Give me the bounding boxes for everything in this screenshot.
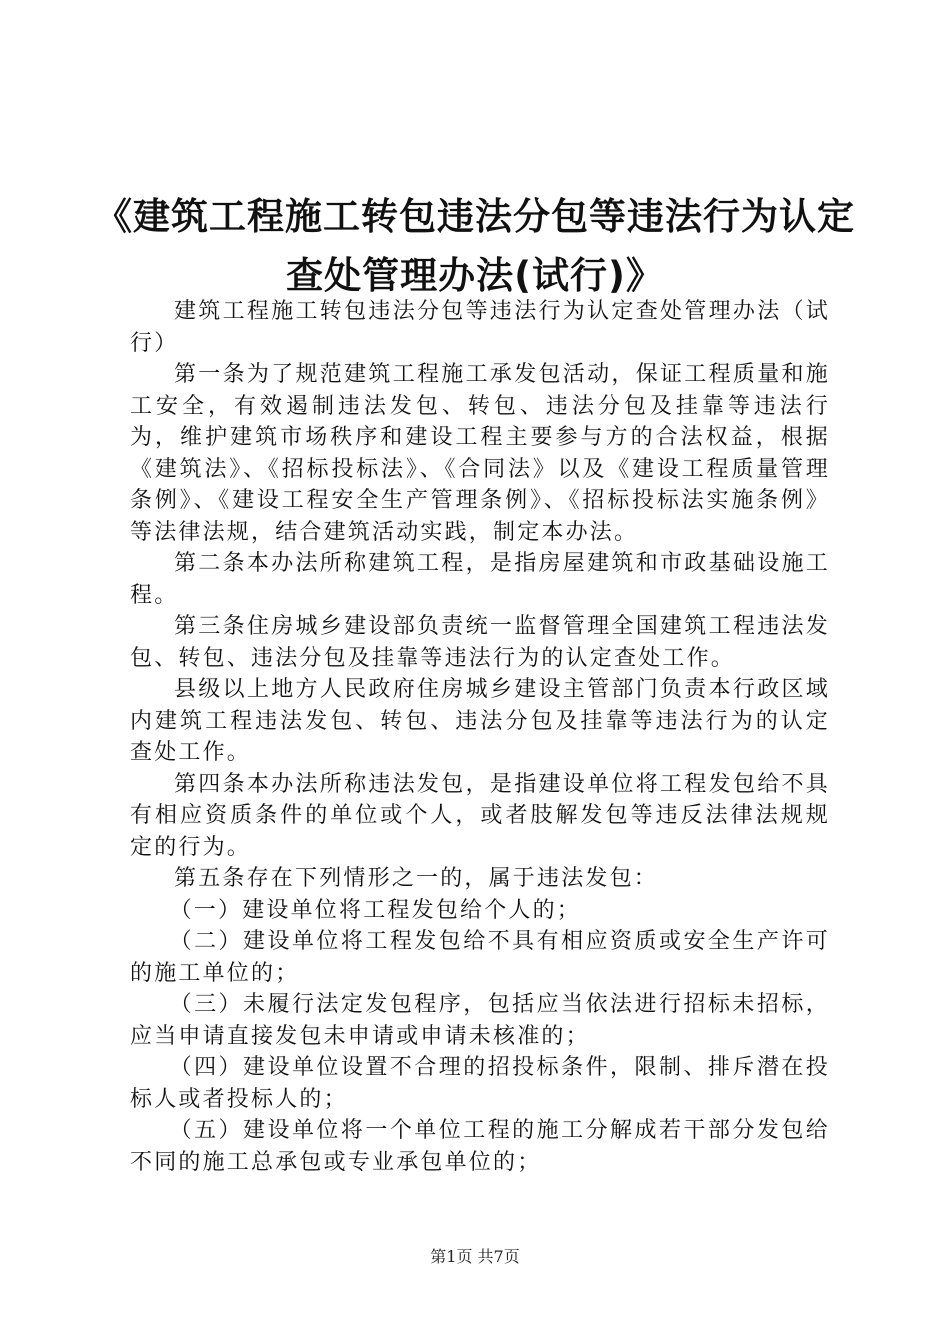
paragraph-article-1: 第一条为了规范建筑工程施工承发包活动，保证工程质量和施工安全，有效遏制违法发包、转包、违法分包及挂靠等违法行为，维护建筑市场秩序和建设工程主要参与方的合法权益，根据《建筑法》、《招标投标法》、《合同法》以及《建设工程质量管理条例》、《建设工程安全生产管理条例》、《招标投标法实施条例》等法律法规，结合建筑活动实践，制定本办法。 (130, 362, 830, 545)
paragraph-article-3: 第三条住房城乡建设部负责统一监督管理全国建筑工程违法发包、转包、违法分包及挂靠等违法行为的认定查处工作。 (130, 614, 830, 671)
paragraph-subtitle: 建筑工程施工转包违法分包等违法行为认定查处管理办法（试行） (130, 299, 830, 356)
paragraph-article-3-local: 县级以上地方人民政府住房城乡建设主管部门负责本行政区域内建筑工程违法发包、转包、违法分包及挂靠等违法行为的认定查处工作。 (130, 677, 830, 765)
paragraph-item-2: （二）建设单位将工程发包给不具有相应资质或安全生产许可的施工单位的； (130, 929, 830, 986)
document-title-line-2: 查处管理办法(试行)》 (286, 254, 664, 297)
document-body (130, 296, 830, 1178)
paragraph-item-1: （一）建设单位将工程发包给个人的； (169, 897, 581, 923)
paragraph-item-3: （三）未履行法定发包程序，包括应当依法进行招标未招标，应当申请直接发包未申请或申请未核准的； (130, 992, 830, 1049)
paragraph-article-2: 第二条本办法所称建筑工程，是指房屋建筑和市政基础设施工程。 (130, 551, 830, 608)
paragraph-item-5: （五）建设单位将一个单位工程的施工分解成若干部分发包给不同的施工总承包或专业承包单位的； (130, 1118, 830, 1175)
page-number-footer: 第1页 共7页 (430, 1247, 520, 1266)
paragraph-article-4: 第四条本办法所称违法发包，是指建设单位将工程发包给不具有相应资质条件的单位或个人，或者肢解发包等违反法律法规规定的行为。 (130, 771, 830, 860)
paragraph-article-5: 第五条存在下列情形之一的，属于违法发包： (174, 866, 659, 891)
document-title-line-1: 《建筑工程施工转包违法分包等违法行为认定 (95, 195, 855, 238)
paragraph-item-4: （四）建设单位设置不合理的招投标条件，限制、排斥潜在投标人或者投标人的； (130, 1055, 830, 1112)
